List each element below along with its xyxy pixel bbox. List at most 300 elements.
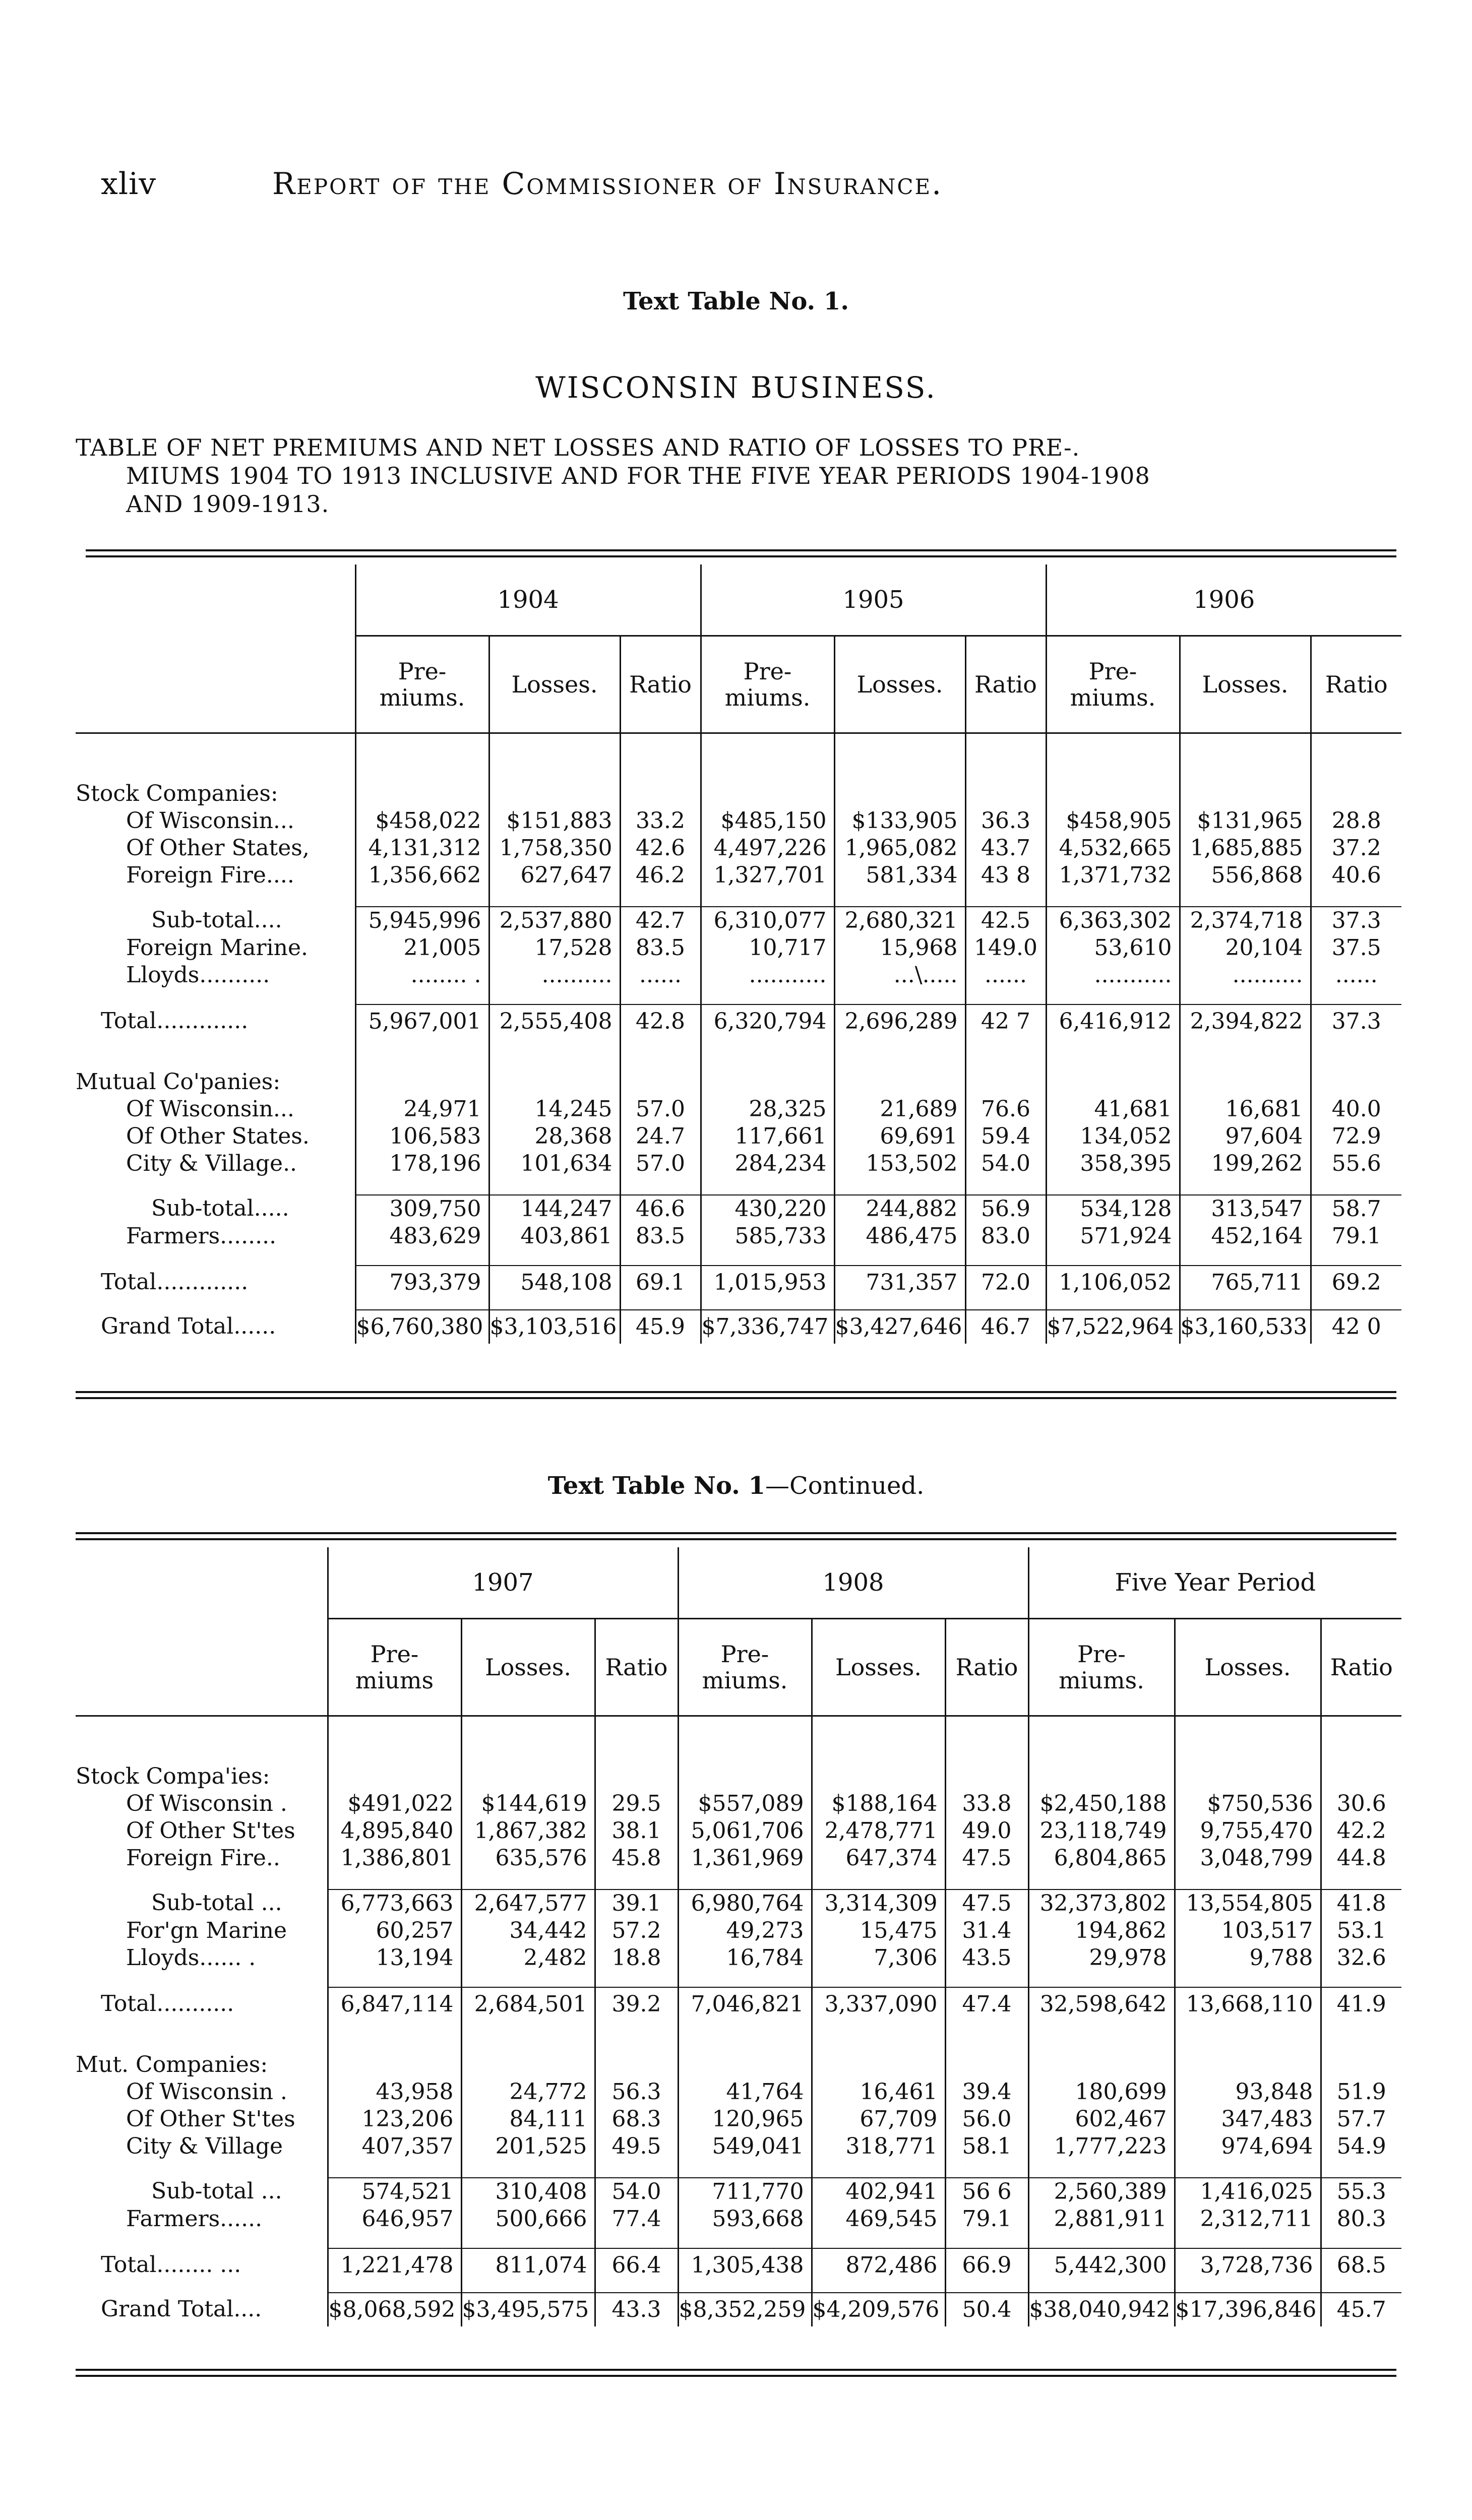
premiums-cell: 571,924 xyxy=(1046,1223,1180,1250)
losses-cell: 20,104 xyxy=(1180,934,1311,962)
losses-cell: 21,689 xyxy=(834,1096,965,1123)
losses-cell: 3,314,309 xyxy=(812,1889,945,1917)
losses-cell: 1,685,885 xyxy=(1180,835,1311,862)
section-title: WISCONSIN BUSINESS. xyxy=(535,370,937,405)
table-row xyxy=(76,1150,1401,1177)
ratio-cell: ...... xyxy=(620,962,701,989)
ratio-cell: 83.5 xyxy=(620,1223,701,1250)
table-row xyxy=(76,1987,1401,2021)
row-label: City & Village.. xyxy=(126,1151,297,1176)
row-label: Sub-total..... xyxy=(151,1195,289,1221)
premiums-cell: ........ . xyxy=(355,962,489,989)
premiums-cell: 16,784 xyxy=(678,1944,812,1972)
losses-cell: 1,867,382 xyxy=(461,1817,595,1845)
premiums-cell: 32,598,642 xyxy=(1028,1987,1175,2021)
ratio-cell: 79.1 xyxy=(1311,1223,1401,1250)
losses-cell: 765,711 xyxy=(1180,1266,1311,1299)
table-row xyxy=(76,807,1401,835)
ratio-cell: 42 0 xyxy=(1311,1310,1401,1344)
premiums-cell: 13,194 xyxy=(328,1944,461,1972)
losses-cell: 2,537,880 xyxy=(489,907,620,934)
row-label: Of Other States, xyxy=(126,835,310,861)
row-label: Sub-total ... xyxy=(151,1890,282,1916)
ratio-cell: 57.0 xyxy=(620,1096,701,1123)
ratio-header: Ratio xyxy=(945,1619,1028,1716)
premiums-cell: 134,052 xyxy=(1046,1123,1180,1150)
premiums-cell: 6,980,764 xyxy=(678,1889,812,1917)
losses-cell: 403,861 xyxy=(489,1223,620,1250)
ratio-cell: 69.1 xyxy=(620,1266,701,1299)
premiums-cell: 1,371,732 xyxy=(1046,862,1180,889)
table-row xyxy=(76,1195,1401,1223)
caption-line-2: MIUMS 1904 TO 1913 INCLUSIVE AND FOR THE FIVE YEAR PERIODS 1904-1908 xyxy=(126,462,1150,489)
premiums-cell: 483,629 xyxy=(355,1223,489,1250)
ratio-cell: 77.4 xyxy=(595,2206,678,2233)
ratio-cell: 39.2 xyxy=(595,1987,678,2021)
ratio-cell: 58.1 xyxy=(945,2133,1028,2160)
table-row xyxy=(76,907,1401,934)
losses-cell: 199,262 xyxy=(1180,1150,1311,1177)
table2-heading-bold: Text Table No. 1 xyxy=(547,1472,765,1500)
losses-cell: 9,788 xyxy=(1175,1944,1321,1972)
losses-cell: 244,882 xyxy=(834,1195,965,1223)
ratio-cell: 53.1 xyxy=(1321,1917,1401,1944)
premiums-cell: 6,320,794 xyxy=(701,1004,834,1038)
ratio-cell: 59.4 xyxy=(965,1123,1046,1150)
losses-cell: 872,486 xyxy=(812,2248,945,2282)
premiums-cell: 593,668 xyxy=(678,2206,812,2233)
premiums-cell: 4,131,312 xyxy=(355,835,489,862)
ratio-cell: 28.8 xyxy=(1311,807,1401,835)
ratio-cell: 56.3 xyxy=(595,2078,678,2106)
losses-cell: $144,619 xyxy=(461,1790,595,1817)
losses-cell: 2,394,822 xyxy=(1180,1004,1311,1038)
losses-cell: ...\..... xyxy=(834,962,965,989)
period-header-five-year: Five Year Period xyxy=(1028,1547,1401,1619)
ratio-cell: 49.0 xyxy=(945,1817,1028,1845)
caption-line-1: TABLE OF NET PREMIUMS AND NET LOSSES AND RATIO OF LOSSES TO PRE-. xyxy=(76,434,1080,461)
losses-cell: 28,368 xyxy=(489,1123,620,1150)
premiums-cell: $557,089 xyxy=(678,1790,812,1817)
losses-cell: $3,160,533 xyxy=(1180,1310,1311,1344)
table-row xyxy=(76,2178,1401,2206)
losses-cell: 347,483 xyxy=(1175,2106,1321,2133)
premiums-cell: 28,325 xyxy=(701,1096,834,1123)
ratio-cell: 76.6 xyxy=(965,1096,1046,1123)
table2-heading xyxy=(0,1472,1472,1500)
premiums-cell: 4,532,665 xyxy=(1046,835,1180,862)
losses-cell: 34,442 xyxy=(461,1917,595,1944)
row-label: Of Wisconsin . xyxy=(126,2079,287,2105)
premiums-cell: 646,957 xyxy=(328,2206,461,2233)
premiums-header: Pre- miums. xyxy=(1028,1619,1175,1716)
ratio-cell: 24.7 xyxy=(620,1123,701,1150)
spacer-row xyxy=(76,1038,1401,1068)
header-separator xyxy=(76,733,1401,745)
losses-cell: 2,684,501 xyxy=(461,1987,595,2021)
premiums-cell: 534,128 xyxy=(1046,1195,1180,1223)
ratio-cell: 58.7 xyxy=(1311,1195,1401,1223)
table-row xyxy=(76,1790,1401,1817)
ratio-cell: 79.1 xyxy=(945,2206,1028,2233)
table2-heading-continued: —Continued. xyxy=(765,1472,925,1500)
period-header-1907: 1907 xyxy=(328,1547,678,1619)
subheader-row xyxy=(76,1619,1401,1716)
period-header-1908: 1908 xyxy=(678,1547,1028,1619)
losses-header: Losses. xyxy=(834,636,965,733)
table1-bottom-rule xyxy=(76,1391,1396,1399)
premiums-cell: 1,305,438 xyxy=(678,2248,812,2282)
premiums-cell: 23,118,749 xyxy=(1028,1817,1175,1845)
losses-cell: 7,306 xyxy=(812,1944,945,1972)
premiums-cell: 309,750 xyxy=(355,1195,489,1223)
ratio-header: Ratio xyxy=(595,1619,678,1716)
table1-top-rule xyxy=(86,549,1396,557)
table-row xyxy=(76,1004,1401,1038)
premiums-cell: 4,497,226 xyxy=(701,835,834,862)
premiums-cell: 41,764 xyxy=(678,2078,812,2106)
premiums-cell: ........... xyxy=(701,962,834,989)
ratio-cell: 149.0 xyxy=(965,934,1046,962)
table2-bottom-rule xyxy=(76,2369,1396,2377)
losses-cell: 9,755,470 xyxy=(1175,1817,1321,1845)
premiums-cell: 60,257 xyxy=(328,1917,461,1944)
spacer-row xyxy=(76,2233,1401,2248)
ratio-cell: 42.7 xyxy=(620,907,701,934)
premiums-cell: 585,733 xyxy=(701,1223,834,1250)
losses-cell: 97,604 xyxy=(1180,1123,1311,1150)
ratio-cell: 51.9 xyxy=(1321,2078,1401,2106)
premiums-cell: 711,770 xyxy=(678,2178,812,2206)
premiums-cell: 6,363,302 xyxy=(1046,907,1180,934)
spacer-row xyxy=(76,1872,1401,1889)
table-row xyxy=(76,1917,1401,1944)
premiums-header: Pre- miums. xyxy=(678,1619,812,1716)
premiums-header: Pre- miums. xyxy=(355,636,489,733)
losses-cell: 581,334 xyxy=(834,862,965,889)
losses-cell: 2,555,408 xyxy=(489,1004,620,1038)
table-row xyxy=(76,2078,1401,2106)
premiums-cell: $485,150 xyxy=(701,807,834,835)
row-label: Of Wisconsin... xyxy=(126,808,294,834)
ratio-cell: 46.7 xyxy=(965,1310,1046,1344)
table-row xyxy=(76,1889,1401,1917)
losses-cell: 103,517 xyxy=(1175,1917,1321,1944)
row-label: Foreign Fire.... xyxy=(126,862,294,888)
table1 xyxy=(76,564,1401,1344)
losses-cell: 16,681 xyxy=(1180,1096,1311,1123)
subheader-row xyxy=(76,636,1401,733)
premiums-cell: 358,395 xyxy=(1046,1150,1180,1177)
losses-header: Losses. xyxy=(812,1619,945,1716)
losses-cell: 15,475 xyxy=(812,1917,945,1944)
ratio-cell: 18.8 xyxy=(595,1944,678,1972)
table-row xyxy=(76,862,1401,889)
group-heading-row xyxy=(76,1068,1401,1096)
premiums-cell: $38,040,942 xyxy=(1028,2293,1175,2326)
premiums-cell: 1,221,478 xyxy=(328,2248,461,2282)
ratio-cell: 42.2 xyxy=(1321,1817,1401,1845)
ratio-cell: 46.6 xyxy=(620,1195,701,1223)
premiums-cell: 1,356,662 xyxy=(355,862,489,889)
losses-cell: 811,074 xyxy=(461,2248,595,2282)
period-header-1906: 1906 xyxy=(1046,564,1401,636)
premiums-cell: 180,699 xyxy=(1028,2078,1175,2106)
header-separator xyxy=(76,1716,1401,1728)
table2-top-rule xyxy=(76,1532,1396,1540)
ratio-cell: 54.0 xyxy=(595,2178,678,2206)
losses-cell: 452,164 xyxy=(1180,1223,1311,1250)
losses-cell: 13,554,805 xyxy=(1175,1889,1321,1917)
table-row xyxy=(76,835,1401,862)
losses-cell: 3,048,799 xyxy=(1175,1845,1321,1872)
table-row xyxy=(76,1944,1401,1972)
row-label: Sub-total.... xyxy=(151,907,282,933)
ratio-cell: 47.5 xyxy=(945,1845,1028,1872)
ratio-cell: 29.5 xyxy=(595,1790,678,1817)
row-label: Of Wisconsin . xyxy=(126,1791,287,1816)
losses-cell: 13,668,110 xyxy=(1175,1987,1321,2021)
premiums-cell: 178,196 xyxy=(355,1150,489,1177)
losses-cell: 1,758,350 xyxy=(489,835,620,862)
losses-cell: 153,502 xyxy=(834,1150,965,1177)
period-header-1904: 1904 xyxy=(355,564,701,636)
ratio-cell: 33.8 xyxy=(945,1790,1028,1817)
losses-cell: 16,461 xyxy=(812,2078,945,2106)
losses-cell: 627,647 xyxy=(489,862,620,889)
losses-cell: .......... xyxy=(1180,962,1311,989)
running-title: Report of the Commissioner of Insurance. xyxy=(272,166,943,202)
premiums-cell: $2,450,188 xyxy=(1028,1790,1175,1817)
row-label: For'gn Marine xyxy=(126,1918,287,1943)
row-label: Foreign Marine. xyxy=(126,935,309,961)
ratio-cell: 31.4 xyxy=(945,1917,1028,1944)
ratio-cell: 45.8 xyxy=(595,1845,678,1872)
ratio-header: Ratio xyxy=(1311,636,1401,733)
losses-cell: 101,634 xyxy=(489,1150,620,1177)
ratio-cell: 46.2 xyxy=(620,862,701,889)
losses-cell: $188,164 xyxy=(812,1790,945,1817)
losses-cell: 24,772 xyxy=(461,2078,595,2106)
table2 xyxy=(76,1547,1401,2326)
ratio-cell: 69.2 xyxy=(1311,1266,1401,1299)
premiums-cell: 574,521 xyxy=(328,2178,461,2206)
premiums-cell: 106,583 xyxy=(355,1123,489,1150)
row-label: Foreign Fire.. xyxy=(126,1845,280,1871)
losses-cell: 67,709 xyxy=(812,2106,945,2133)
premiums-cell: 407,357 xyxy=(328,2133,461,2160)
premiums-cell: 41,681 xyxy=(1046,1096,1180,1123)
row-label: Total............. xyxy=(101,1269,249,1295)
losses-cell: 1,965,082 xyxy=(834,835,965,862)
premiums-cell: ........... xyxy=(1046,962,1180,989)
losses-cell: 201,525 xyxy=(461,2133,595,2160)
row-label: Of Wisconsin... xyxy=(126,1096,294,1122)
premiums-cell: 6,847,114 xyxy=(328,1987,461,2021)
losses-header: Losses. xyxy=(1175,1619,1321,1716)
losses-cell: 731,357 xyxy=(834,1266,965,1299)
losses-cell: $3,103,516 xyxy=(489,1310,620,1344)
premiums-cell: $8,068,592 xyxy=(328,2293,461,2326)
row-label: Lloyds.......... xyxy=(126,962,270,988)
losses-cell: 14,245 xyxy=(489,1096,620,1123)
ratio-header: Ratio xyxy=(620,636,701,733)
ratio-cell: 32.6 xyxy=(1321,1944,1401,1972)
losses-cell: 84,111 xyxy=(461,2106,595,2133)
losses-cell: 2,312,711 xyxy=(1175,2206,1321,2233)
table-row xyxy=(76,1266,1401,1299)
table-row xyxy=(76,1845,1401,1872)
losses-cell: 2,647,577 xyxy=(461,1889,595,1917)
premiums-cell: 1,361,969 xyxy=(678,1845,812,1872)
spacer-row xyxy=(76,1728,1401,1763)
premiums-cell: $8,352,259 xyxy=(678,2293,812,2326)
ratio-cell: 55.6 xyxy=(1311,1150,1401,1177)
row-label: Lloyds...... . xyxy=(126,1945,256,1971)
ratio-cell: 37.5 xyxy=(1311,934,1401,962)
ratio-cell: 56 6 xyxy=(945,2178,1028,2206)
premiums-cell: 602,467 xyxy=(1028,2106,1175,2133)
ratio-cell: 66.9 xyxy=(945,2248,1028,2282)
losses-cell: 3,337,090 xyxy=(812,1987,945,2021)
ratio-cell: 37.3 xyxy=(1311,907,1401,934)
ratio-cell: 41.8 xyxy=(1321,1889,1401,1917)
table-row xyxy=(76,1223,1401,1250)
losses-cell: 144,247 xyxy=(489,1195,620,1223)
caption-line-3: AND 1909-1913. xyxy=(126,490,330,518)
ratio-cell: 72.0 xyxy=(965,1266,1046,1299)
page-number: xliv xyxy=(101,166,157,202)
ratio-header: Ratio xyxy=(965,636,1046,733)
ratio-header: Ratio xyxy=(1321,1619,1401,1716)
ratio-cell: 42 7 xyxy=(965,1004,1046,1038)
table-row xyxy=(76,2206,1401,2233)
premiums-cell: 1,386,801 xyxy=(328,1845,461,1872)
table1-heading: Text Table No. 1. xyxy=(623,287,849,316)
row-label: Grand Total...... xyxy=(101,1313,276,1339)
group-heading-row xyxy=(76,1763,1401,1790)
losses-cell: $151,883 xyxy=(489,807,620,835)
row-label: Sub-total ... xyxy=(151,2178,282,2204)
ratio-cell: 40.0 xyxy=(1311,1096,1401,1123)
losses-cell: 2,482 xyxy=(461,1944,595,1972)
losses-header: Losses. xyxy=(461,1619,595,1716)
losses-cell: $133,905 xyxy=(834,807,965,835)
premiums-cell: $7,336,747 xyxy=(701,1310,834,1344)
premiums-cell: 5,442,300 xyxy=(1028,2248,1175,2282)
ratio-cell: 39.1 xyxy=(595,1889,678,1917)
premiums-cell: 194,862 xyxy=(1028,1917,1175,1944)
group-heading-row xyxy=(76,2051,1401,2078)
group-heading: Mutual Co'panies: xyxy=(76,1069,281,1095)
ratio-cell: 37.3 xyxy=(1311,1004,1401,1038)
year-header-row xyxy=(76,1547,1401,1619)
ratio-cell: 56.0 xyxy=(945,2106,1028,2133)
table-row xyxy=(76,1310,1401,1344)
ratio-cell: 45.7 xyxy=(1321,2293,1401,2326)
premiums-cell: 1,327,701 xyxy=(701,862,834,889)
losses-cell: 2,374,718 xyxy=(1180,907,1311,934)
premiums-cell: $458,905 xyxy=(1046,807,1180,835)
ratio-cell: 43.3 xyxy=(595,2293,678,2326)
row-label: City & Village xyxy=(126,2133,283,2159)
ratio-cell: 47.5 xyxy=(945,1889,1028,1917)
ratio-cell: ...... xyxy=(1311,962,1401,989)
premiums-cell: $491,022 xyxy=(328,1790,461,1817)
table-row xyxy=(76,1096,1401,1123)
ratio-cell: 42.6 xyxy=(620,835,701,862)
premiums-cell: 2,560,389 xyxy=(1028,2178,1175,2206)
ratio-cell: 33.2 xyxy=(620,807,701,835)
premiums-header: Pre- miums. xyxy=(1046,636,1180,733)
losses-cell: 93,848 xyxy=(1175,2078,1321,2106)
spacer-row xyxy=(76,2021,1401,2051)
premiums-cell: 6,416,912 xyxy=(1046,1004,1180,1038)
losses-cell: 318,771 xyxy=(812,2133,945,2160)
premiums-cell: 5,061,706 xyxy=(678,1817,812,1845)
ratio-cell: 47.4 xyxy=(945,1987,1028,2021)
premiums-cell: 6,804,865 xyxy=(1028,1845,1175,1872)
ratio-cell: 36.3 xyxy=(965,807,1046,835)
ratio-cell: 39.4 xyxy=(945,2078,1028,2106)
group-heading: Mut. Companies: xyxy=(76,2052,268,2077)
premiums-cell: $7,522,964 xyxy=(1046,1310,1180,1344)
losses-cell: 2,680,321 xyxy=(834,907,965,934)
premiums-cell: 6,773,663 xyxy=(328,1889,461,1917)
premiums-cell: 1,015,953 xyxy=(701,1266,834,1299)
losses-cell: 2,478,771 xyxy=(812,1817,945,1845)
ratio-cell: 43.5 xyxy=(945,1944,1028,1972)
group-heading: Stock Companies: xyxy=(76,781,278,806)
table-row xyxy=(76,2293,1401,2326)
premiums-cell: 793,379 xyxy=(355,1266,489,1299)
ratio-cell: ...... xyxy=(965,962,1046,989)
group-heading-row xyxy=(76,780,1401,807)
spacer-row xyxy=(76,989,1401,1004)
row-label: Total............. xyxy=(101,1008,249,1034)
losses-header: Losses. xyxy=(489,636,620,733)
table-row xyxy=(76,2133,1401,2160)
premiums-cell: 284,234 xyxy=(701,1150,834,1177)
premiums-cell: 120,965 xyxy=(678,2106,812,2133)
losses-cell: $3,495,575 xyxy=(461,2293,595,2326)
losses-cell: $3,427,646 xyxy=(834,1310,965,1344)
losses-cell: .......... xyxy=(489,962,620,989)
premiums-cell: 43,958 xyxy=(328,2078,461,2106)
premiums-cell: 123,206 xyxy=(328,2106,461,2133)
losses-cell: 974,694 xyxy=(1175,2133,1321,2160)
period-header-1905: 1905 xyxy=(701,564,1046,636)
losses-cell: 1,416,025 xyxy=(1175,2178,1321,2206)
premiums-cell: 5,967,001 xyxy=(355,1004,489,1038)
spacer-row xyxy=(76,2282,1401,2293)
premiums-cell: $6,760,380 xyxy=(355,1310,489,1344)
ratio-cell: 42.5 xyxy=(965,907,1046,934)
row-label: Of Other St'tes xyxy=(126,1818,295,1844)
row-label: Of Other States. xyxy=(126,1123,310,1149)
ratio-cell: 49.5 xyxy=(595,2133,678,2160)
premiums-cell: 21,005 xyxy=(355,934,489,962)
losses-cell: 402,941 xyxy=(812,2178,945,2206)
spacer-row xyxy=(76,1250,1401,1266)
premiums-header: Pre- miums. xyxy=(701,636,834,733)
premiums-cell: $458,022 xyxy=(355,807,489,835)
ratio-cell: 44.8 xyxy=(1321,1845,1401,1872)
year-header-row xyxy=(76,564,1401,636)
losses-cell: 310,408 xyxy=(461,2178,595,2206)
group-heading: Stock Compa'ies: xyxy=(76,1763,270,1789)
losses-cell: $4,209,576 xyxy=(812,2293,945,2326)
